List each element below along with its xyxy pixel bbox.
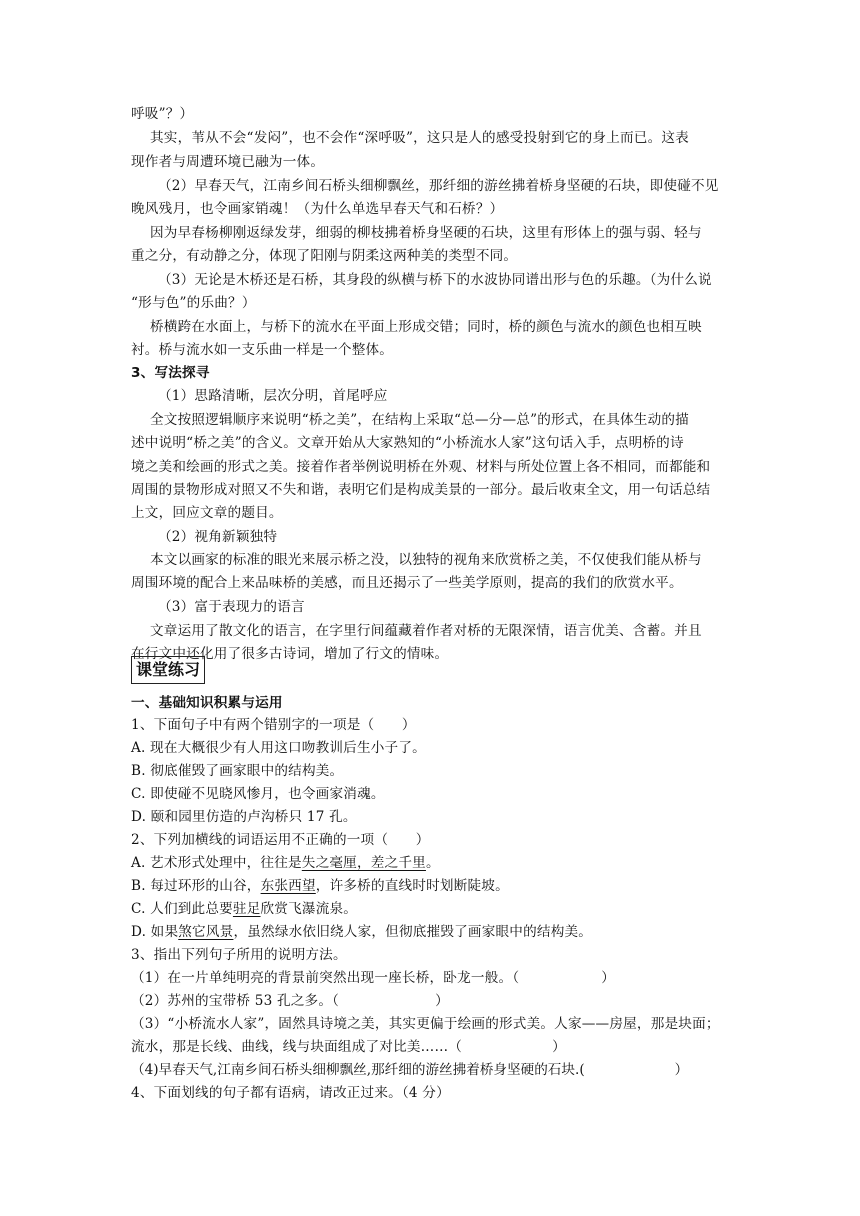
text-line: 现作者与周遭环境已融为一体。	[131, 154, 325, 170]
sub-question: （3）“小桥流水人家”，固然具诗境之美，其实更偏于绘画的形式美。人家——房屋，那是块面；	[131, 1016, 720, 1032]
sub-question	[131, 968, 741, 989]
underlined-phrase: 东张西望	[260, 878, 316, 894]
option: C. 即使碰不见晓风惨月，也令画家消魂。	[131, 786, 385, 802]
text-line: 上文，回应文章的题目。	[131, 505, 283, 521]
sub-question	[131, 1037, 741, 1058]
option	[131, 922, 741, 943]
text-line: （2）早春天气，江南乡间石桥头细柳飘丝，那纤细的游丝拂着桥身坚硬的石块，即使碰不见	[158, 178, 719, 194]
option-text: ，许多桥的直线时时划断陡坡。	[315, 878, 509, 894]
boxed-section-title: 课堂练习	[131, 656, 205, 684]
underlined-phrase: 驻足	[232, 901, 261, 917]
text-line: 本文以画家的标准的眼光来展示桥之没，以独特的视角来欣赏桥之美，不仅使我们能从桥与	[150, 552, 702, 568]
text-line: 呼吸”？）	[131, 106, 194, 122]
text-line: 因为早春杨柳刚返绿发芽，细弱的柳枝拂着桥身坚硬的石块，这里有形体上的强与弱、轻与	[150, 225, 702, 241]
subheading: （2）视角新颖独特	[158, 529, 278, 545]
text-line: 衬。桥与流水如一支乐曲一样是一个整体。	[131, 342, 394, 358]
text-line: 文章运用了散文化的语言，在字里行间蕴藏着作者对桥的无限深情，语言优美、含蓄。并且	[150, 623, 702, 639]
underlined-phrase: 失之毫厘，差之千里	[301, 855, 426, 871]
sub-question	[131, 1060, 741, 1081]
text-line: 晚风残月，也令画家销魂！（为什么单选早春天气和石桥？）	[131, 201, 504, 217]
text-line: 境之美和绘画的形式之美。接着作者举例说明桥在外观、材料与所处位置上各不相同，而都能和	[131, 459, 711, 475]
option-text: 。	[425, 855, 440, 871]
close-paren: ）	[552, 1039, 566, 1055]
question: 4、下面划线的句子都有语病，请改正过来。（4 分）	[131, 1085, 450, 1101]
underlined-phrase: 煞它风景	[178, 924, 234, 940]
option	[131, 899, 741, 920]
close-paren: ）	[674, 1062, 689, 1078]
sub-question-text: （1）在一片单纯明亮的背景前突然出现一座长桥，卧龙一般。（	[131, 970, 520, 986]
subheading: （1）思路清晰，层次分明，首尾呼应	[158, 388, 388, 404]
close-paren: ）	[435, 993, 449, 1009]
option: B. 彻底催毁了画家眼中的结构美。	[131, 763, 344, 779]
text-line: 重之分，有动静之分，体现了阳刚与阴柔这两种美的类型不同。	[131, 248, 518, 264]
option-text: A. 艺术形式处理中，往往是	[131, 855, 302, 871]
text-line: 在行文中还化用了很多古诗词，增加了行文的情味。	[131, 646, 449, 662]
sub-question-text: （4)早春天气,江南乡间石桥头细柳飘丝,那纤细的游丝拂着桥身坚硬的石块.(	[131, 1062, 585, 1078]
subheading: （3）富于表现力的语言	[158, 599, 305, 615]
text-line: （3）无论是木桥还是石桥，其身段的纵横与桥下的水波协同谱出形与色的乐趣。（为什么说	[158, 272, 712, 288]
section-heading: 一、基础知识积累与运用	[131, 695, 283, 711]
text-line: 其实，苇从不会“发闷”，也不会作“深呼吸”，这只是人的感受投射到它的身上而已。这表	[150, 130, 689, 146]
text-line: 述中说明“桥之美”的含义。文章开始从大家熟知的“小桥流水人家”这句话入手，点明桥的诗	[131, 435, 684, 451]
text-line: “形与色”的乐曲？）	[131, 295, 256, 311]
question: 3、指出下列句子所用的说明方法。	[131, 947, 347, 963]
question: 2、下列加横线的词语运用不正确的一项（ ）	[131, 832, 430, 848]
text-line: 周围环境的配合上来品味桥的美感，而且还揭示了一些美学原则，提高的我们的欣赏水平。	[131, 575, 683, 591]
option	[131, 876, 741, 897]
option	[131, 853, 741, 874]
option: A. 现在大概很少有人用这口吻教训后生小子了。	[131, 740, 426, 756]
option-text: C. 人们到此总要	[131, 901, 233, 917]
sub-question-text: （2）苏州的宝带桥 53 孔之多。（	[131, 993, 340, 1009]
sub-question-text: 流水，那是长线、曲线，线与块面组成了对比美……（	[131, 1039, 463, 1055]
option-text: ，虽然绿水依旧绕人家，但彻底摧毁了画家眼中的结构美。	[233, 924, 593, 940]
option-text: 欣赏飞瀑流泉。	[260, 901, 358, 917]
close-paren: ）	[601, 970, 616, 986]
text-line: 全文按照逻辑顺序来说明“桥之美”，在结构上采取“总—分—总”的形式，在具体生动的描	[150, 412, 689, 428]
option-text: D. 如果	[131, 924, 179, 940]
sub-question	[131, 991, 741, 1012]
text-line: 周围的景物形成对照又不失和谐，表明它们是构成美景的一部分。最后收束全文，用一句话总结	[131, 482, 711, 498]
option: D. 颐和园里仿造的卢沟桥只 17 孔。	[131, 809, 357, 825]
question: 1、下面句子中有两个错别字的一项是（ ）	[131, 717, 416, 733]
option-text: B. 每过环形的山谷，	[131, 878, 261, 894]
section-heading: 3、写法探寻	[131, 365, 210, 381]
text-line: 桥横跨在水面上，与桥下的流水在平面上形成交错；同时，桥的颜色与流水的颜色也相互映	[150, 319, 702, 335]
